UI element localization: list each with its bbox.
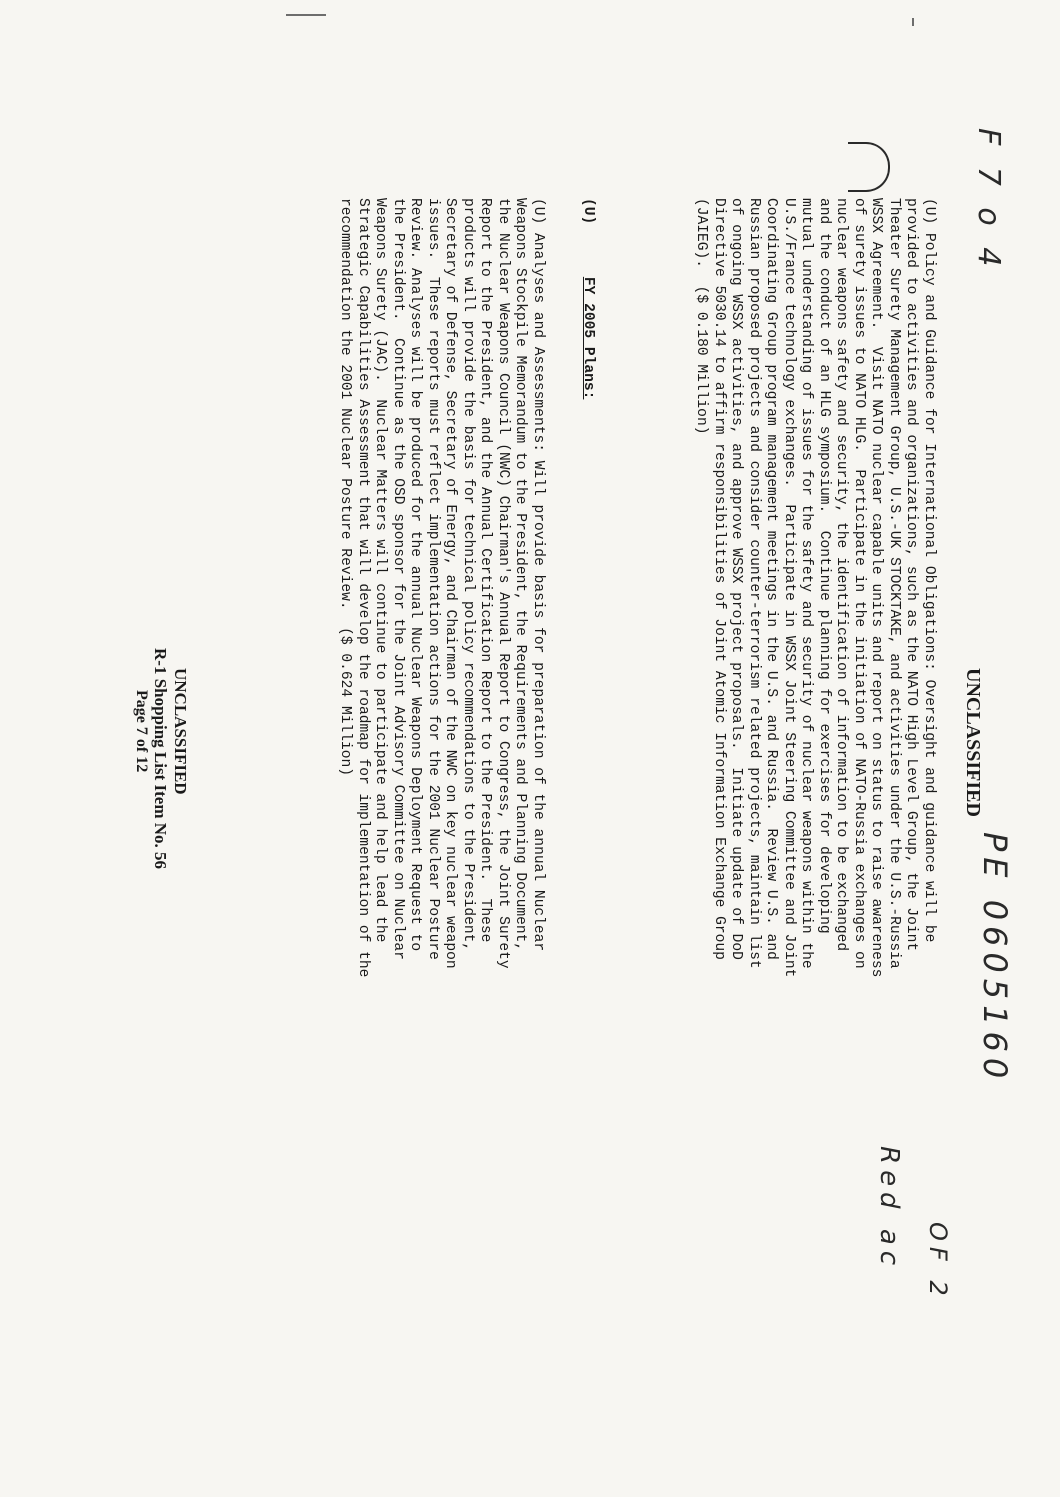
paragraph-line: (U) Policy and Guidance for International Obligations: Oversight and guidance will be bbox=[921, 198, 937, 943]
policy-guidance-paragraph bbox=[692, 198, 937, 977]
scan-artifact-mark bbox=[286, 14, 326, 16]
paragraph-line: Coordinating Group program management meetings in the U.S. and Russia. Review U.S. and bbox=[763, 198, 780, 960]
paragraph-line: nuclear weapons safety and security, the identification of information to be exchanged bbox=[833, 198, 850, 952]
paragraph-line: of surety issues to NATO HLG. Participate in the initiation of NATO-Russia exchanges on bbox=[851, 198, 867, 969]
footer-item-number: R-1 Shopping List Item No. 56 bbox=[151, 648, 170, 870]
paragraph-line: U.S./France technology exchanges. Participate in WSSX Joint Steering Committee and Joint bbox=[781, 198, 797, 978]
paragraph-line: and the conduct of an HLG symposium. Continue planning for exercises for developing bbox=[816, 198, 832, 934]
heading-text: FY 2005 Plans: bbox=[580, 276, 596, 400]
paragraph-line: recommendation the 2001 Nuclear Posture Review. ($ 0.624 Million) bbox=[337, 198, 354, 777]
footer-page-number: Page 7 of 12 bbox=[133, 690, 150, 773]
handwritten-note-red: Red ac bbox=[874, 1146, 904, 1272]
paragraph-line: Strategic Capabilities Assessment that will develop the roadmap for implementation of the bbox=[355, 198, 371, 978]
paragraph-line: (U) Analyses and Assessments: Will provide basis for preparation of the annual Nuclear bbox=[530, 198, 546, 952]
handwritten-note-of: OF 2 bbox=[924, 1222, 952, 1302]
paragraph-line: products will provide the basis for technical policy recommendations to the President, bbox=[460, 198, 476, 952]
paragraph-line: Theater Surety Management Group, U.S.-UK STOCKTAKE, and activities under the U.S.-Russia bbox=[886, 198, 902, 969]
handwritten-note-top: F 7 o 4 bbox=[971, 128, 1006, 273]
paragraph-line: provided to activities and organizations, such as the NATO High Level Group, the Joint bbox=[903, 198, 920, 952]
paragraph-line: Secretary of Defense, Secretary of Energy, and Chairman of the NWC on key nuclear weapon bbox=[442, 198, 459, 969]
paragraph-line: (JAIEG). ($ 0.180 Million) bbox=[693, 198, 710, 435]
heading-marker: (U) bbox=[580, 198, 596, 225]
paragraph-line: Weapons Surety (JAC). Nuclear Matters will continue to participate and help lead the bbox=[372, 198, 389, 943]
paragraph-line: the Nuclear Weapons Council (NWC) Chairman's Annual Report to Congress, the Joint Surety bbox=[495, 198, 511, 969]
header-classification: UNCLASSIFIED bbox=[962, 668, 984, 817]
scan-artifact-mark bbox=[912, 18, 914, 26]
paragraph-line: the President. Continue as the OSD sponsor for the Joint Advisory Committee on Nuclear bbox=[390, 198, 406, 960]
paragraph-line: Russian proposed projects and consider counter-terrorism related projects, maintain list bbox=[746, 198, 762, 969]
fy2005-heading bbox=[579, 198, 597, 399]
paragraph-line: of ongoing WSSX activities, and approve WSSX project proposals. Initiate update of DoD bbox=[728, 198, 745, 960]
paragraph-line: Review. Analyses will be produced for the annual Nuclear Weapons Deployment Request to bbox=[407, 198, 424, 952]
paragraph-line: Report to the President, and the Annual Certification Report to the President. These bbox=[477, 198, 494, 943]
paragraph-line: WSSX Agreement. Visit NATO nuclear capable units and report on status to raise awareness bbox=[868, 198, 885, 978]
analyses-assessments-paragraph bbox=[336, 198, 546, 977]
handwritten-program-element: PE 0605160 bbox=[976, 832, 1014, 1085]
footer-classification: UNCLASSIFIED bbox=[171, 668, 190, 795]
handwritten-u-mark bbox=[848, 142, 890, 192]
paragraph-line: Weapons Stockpile Memorandum to the President, the Requirements and Planning Document, bbox=[512, 198, 529, 952]
heading-spacer bbox=[580, 224, 596, 277]
paragraph-line: mutual understanding of issues for the safety and security of nuclear weapons within the bbox=[798, 198, 815, 969]
paragraph-line: Directive 5030.14 to affirm responsibilities of Joint Atomic Information Exchange Group bbox=[711, 198, 727, 960]
paragraph-line: issues. These reports must reflect implementation actions for the 2001 Nuclear Posture bbox=[425, 198, 441, 960]
